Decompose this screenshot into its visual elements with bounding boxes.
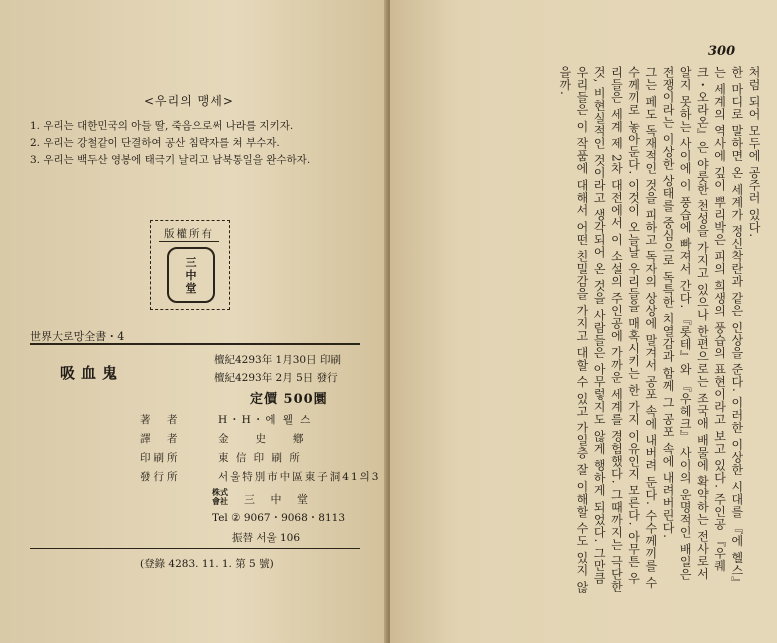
seal-text: 三中堂 [185,255,197,295]
registration-number: (登錄 4283. 11. 1. 第 5 號) [140,558,274,570]
paragraph: 처럼 되어 모두에 공주러 있다. [747,66,761,238]
credit-role: 發行所 [140,471,181,483]
print-date: 檀紀4293年 1月30日 印刷 [214,354,341,366]
publisher-seal [167,247,215,303]
left-page [0,0,388,643]
copyright-stamp [150,220,230,310]
author: H・H・에 웰 스 [218,414,313,426]
pledge-item: 3. 우리는 백두산 영봉에 태극기 날리고 남북통일을 완수하자. [30,154,311,166]
body-text [557,66,762,596]
paragraph: 한 마디로 말하면 온 세계가 정신착란과 같은 인상을 준다. 이러한 이상한 시대를 『에 헬스』는 세계의 역사에 깊이 뿌리박은 피의 희생의 풍습의 표현이라고 보고 있다. 주인공 『우퀘크・오라온』은 야릇한 천성을 가지고 있으나 한편으로는 조국애 배물에 확약하는 전사로서 알지 못하는 사이에 이 풍습에 빠져서 간다. 『롯테』와 『우헤크』 사이의 운명적인 배일은 전쟁이라는 이상한 상태를 중심으로 독특한 치열감과 함께 그 공포 속에 내려버린다. [660,66,744,589]
credit-role: 譯 者 [140,433,181,445]
corp-label: 株式會社 [212,487,228,506]
transfer-account: 振替 서울 106 [232,532,301,544]
pledge-list [30,118,310,169]
publisher-address: 서울特別市中區東子洞41의3 [218,471,381,483]
price: 定價 500圜 [250,392,328,407]
paragraph: 그는 페도 독재적인 것을 피하고 독자의 상상에 말겨서 공포 속에 내버려 둔다. 수수께끼를 수수께끼로 놓아둔다. 이것이 오늘날 우리들을 매혹시키는 한 가지 이유인지 모른다. 아무튼 우리들은 세계 제 2차 대전에서 이 소설의 주인공에 가까운 세계를 경험했다. 그때까지는 극단한 것, 비현실적인 것이라고 생각되어 온 것을 사람들은 아무렇지도 않게 행하게 되었다. 그만큼 우리들은 이 작품에 대해서 어떤 친밀감을 가지고 대할 수 있고 가일층 잘 이해할 수도 있지 않을까. [557,66,658,594]
page-number: 300 [708,44,736,59]
colophon-top-rule [30,343,360,345]
credit-role: 著 者 [140,414,181,426]
book-title: 吸血鬼 [60,364,124,382]
publisher-tel: Tel ② 9067・9068・8113 [212,512,346,524]
pledge-item: 2. 우리는 강철같이 단결하여 공산 침략자를 쳐 부수자. [30,137,280,149]
publisher-name: 三 中 堂 [244,493,314,506]
translator: 金 史 鄕 [218,433,306,445]
pledge-item: 1. 우리는 대한민국의 아들 딸, 죽음으로써 나라를 지키자. [30,120,294,132]
colophon-bottom-rule [30,548,360,549]
pledge-title: <우리의 맹세> [144,94,234,108]
series-name: 世界大로망全書・4 [30,330,125,343]
credit-role: 印刷所 [140,452,181,464]
printer: 東 信 印 刷 所 [218,452,302,464]
publish-date: 檀紀4293年 2月 5日 發行 [214,372,338,384]
copyright-label: 版權所有 [159,226,219,242]
